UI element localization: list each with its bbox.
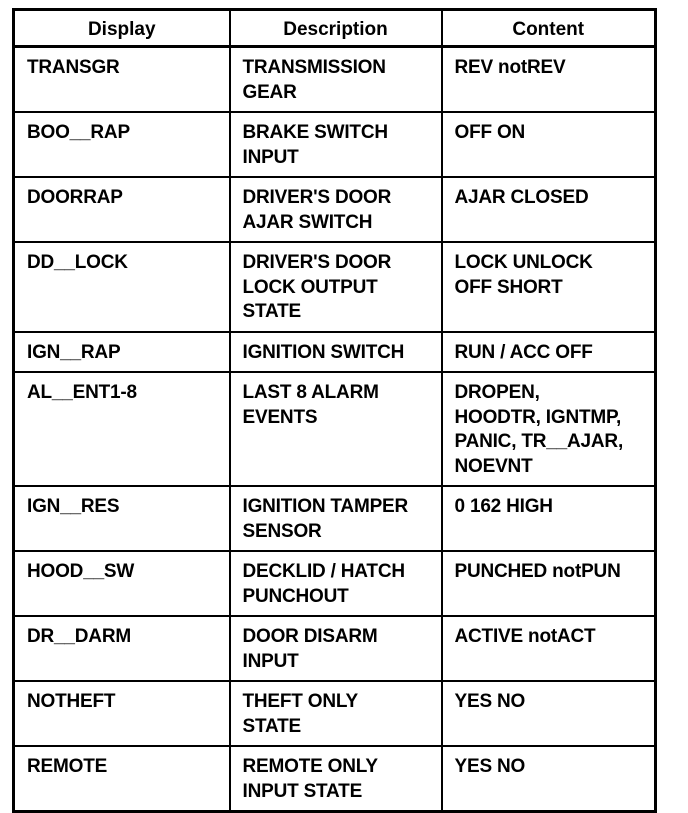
content-cell: LOCK UNLOCK OFF SHORT [442,242,656,332]
description-cell: IGNITION SWITCH [230,332,442,373]
table-row [14,47,656,113]
display-cell: DD__LOCK [14,242,230,332]
display-cell: REMOTE [14,746,230,812]
table-row [14,681,656,746]
content-cell: OFF ON [442,112,656,177]
description-cell: DRIVER'S DOOR LOCK OUTPUT STATE [230,242,442,332]
description-cell: TRANSMISSION GEAR [230,47,442,113]
description-cell: IGNITION TAMPER SENSOR [230,486,442,551]
content-cell: ACTIVE notACT [442,616,656,681]
description-cell: BRAKE SWITCH INPUT [230,112,442,177]
display-cell: NOTHEFT [14,681,230,746]
table-row [14,746,656,812]
table-row [14,551,656,616]
table-row [14,616,656,681]
diagnostic-table-container [12,8,654,813]
content-cell: AJAR CLOSED [442,177,656,242]
display-cell: DR__DARM [14,616,230,681]
table-header-row [14,10,656,47]
display-cell: IGN__RES [14,486,230,551]
content-cell: YES NO [442,746,656,812]
description-cell: DOOR DISARM INPUT [230,616,442,681]
description-cell: THEFT ONLY STATE [230,681,442,746]
table-row [14,112,656,177]
content-cell: 0 162 HIGH [442,486,656,551]
content-cell: REV notREV [442,47,656,113]
table-row [14,372,656,486]
display-cell: BOO__RAP [14,112,230,177]
description-cell: REMOTE ONLY INPUT STATE [230,746,442,812]
column-header-content: Content [442,10,656,47]
content-cell: PUNCHED notPUN [442,551,656,616]
description-cell: DECKLID / HATCH PUNCHOUT [230,551,442,616]
column-header-description: Description [230,10,442,47]
description-cell: LAST 8 ALARM EVENTS [230,372,442,486]
display-cell: HOOD__SW [14,551,230,616]
diagnostic-display-table [12,8,657,813]
display-cell: IGN__RAP [14,332,230,373]
table-row [14,332,656,373]
content-cell: YES NO [442,681,656,746]
display-cell: TRANSGR [14,47,230,113]
display-cell: DOORRAP [14,177,230,242]
content-cell: DROPEN, HOODTR, IGNTMP, PANIC, TR__AJAR, NOEVNT [442,372,656,486]
table-row [14,242,656,332]
description-cell: DRIVER'S DOOR AJAR SWITCH [230,177,442,242]
column-header-display: Display [14,10,230,47]
content-cell: RUN / ACC OFF [442,332,656,373]
table-row [14,177,656,242]
display-cell: AL__ENT1-8 [14,372,230,486]
table-row [14,486,656,551]
